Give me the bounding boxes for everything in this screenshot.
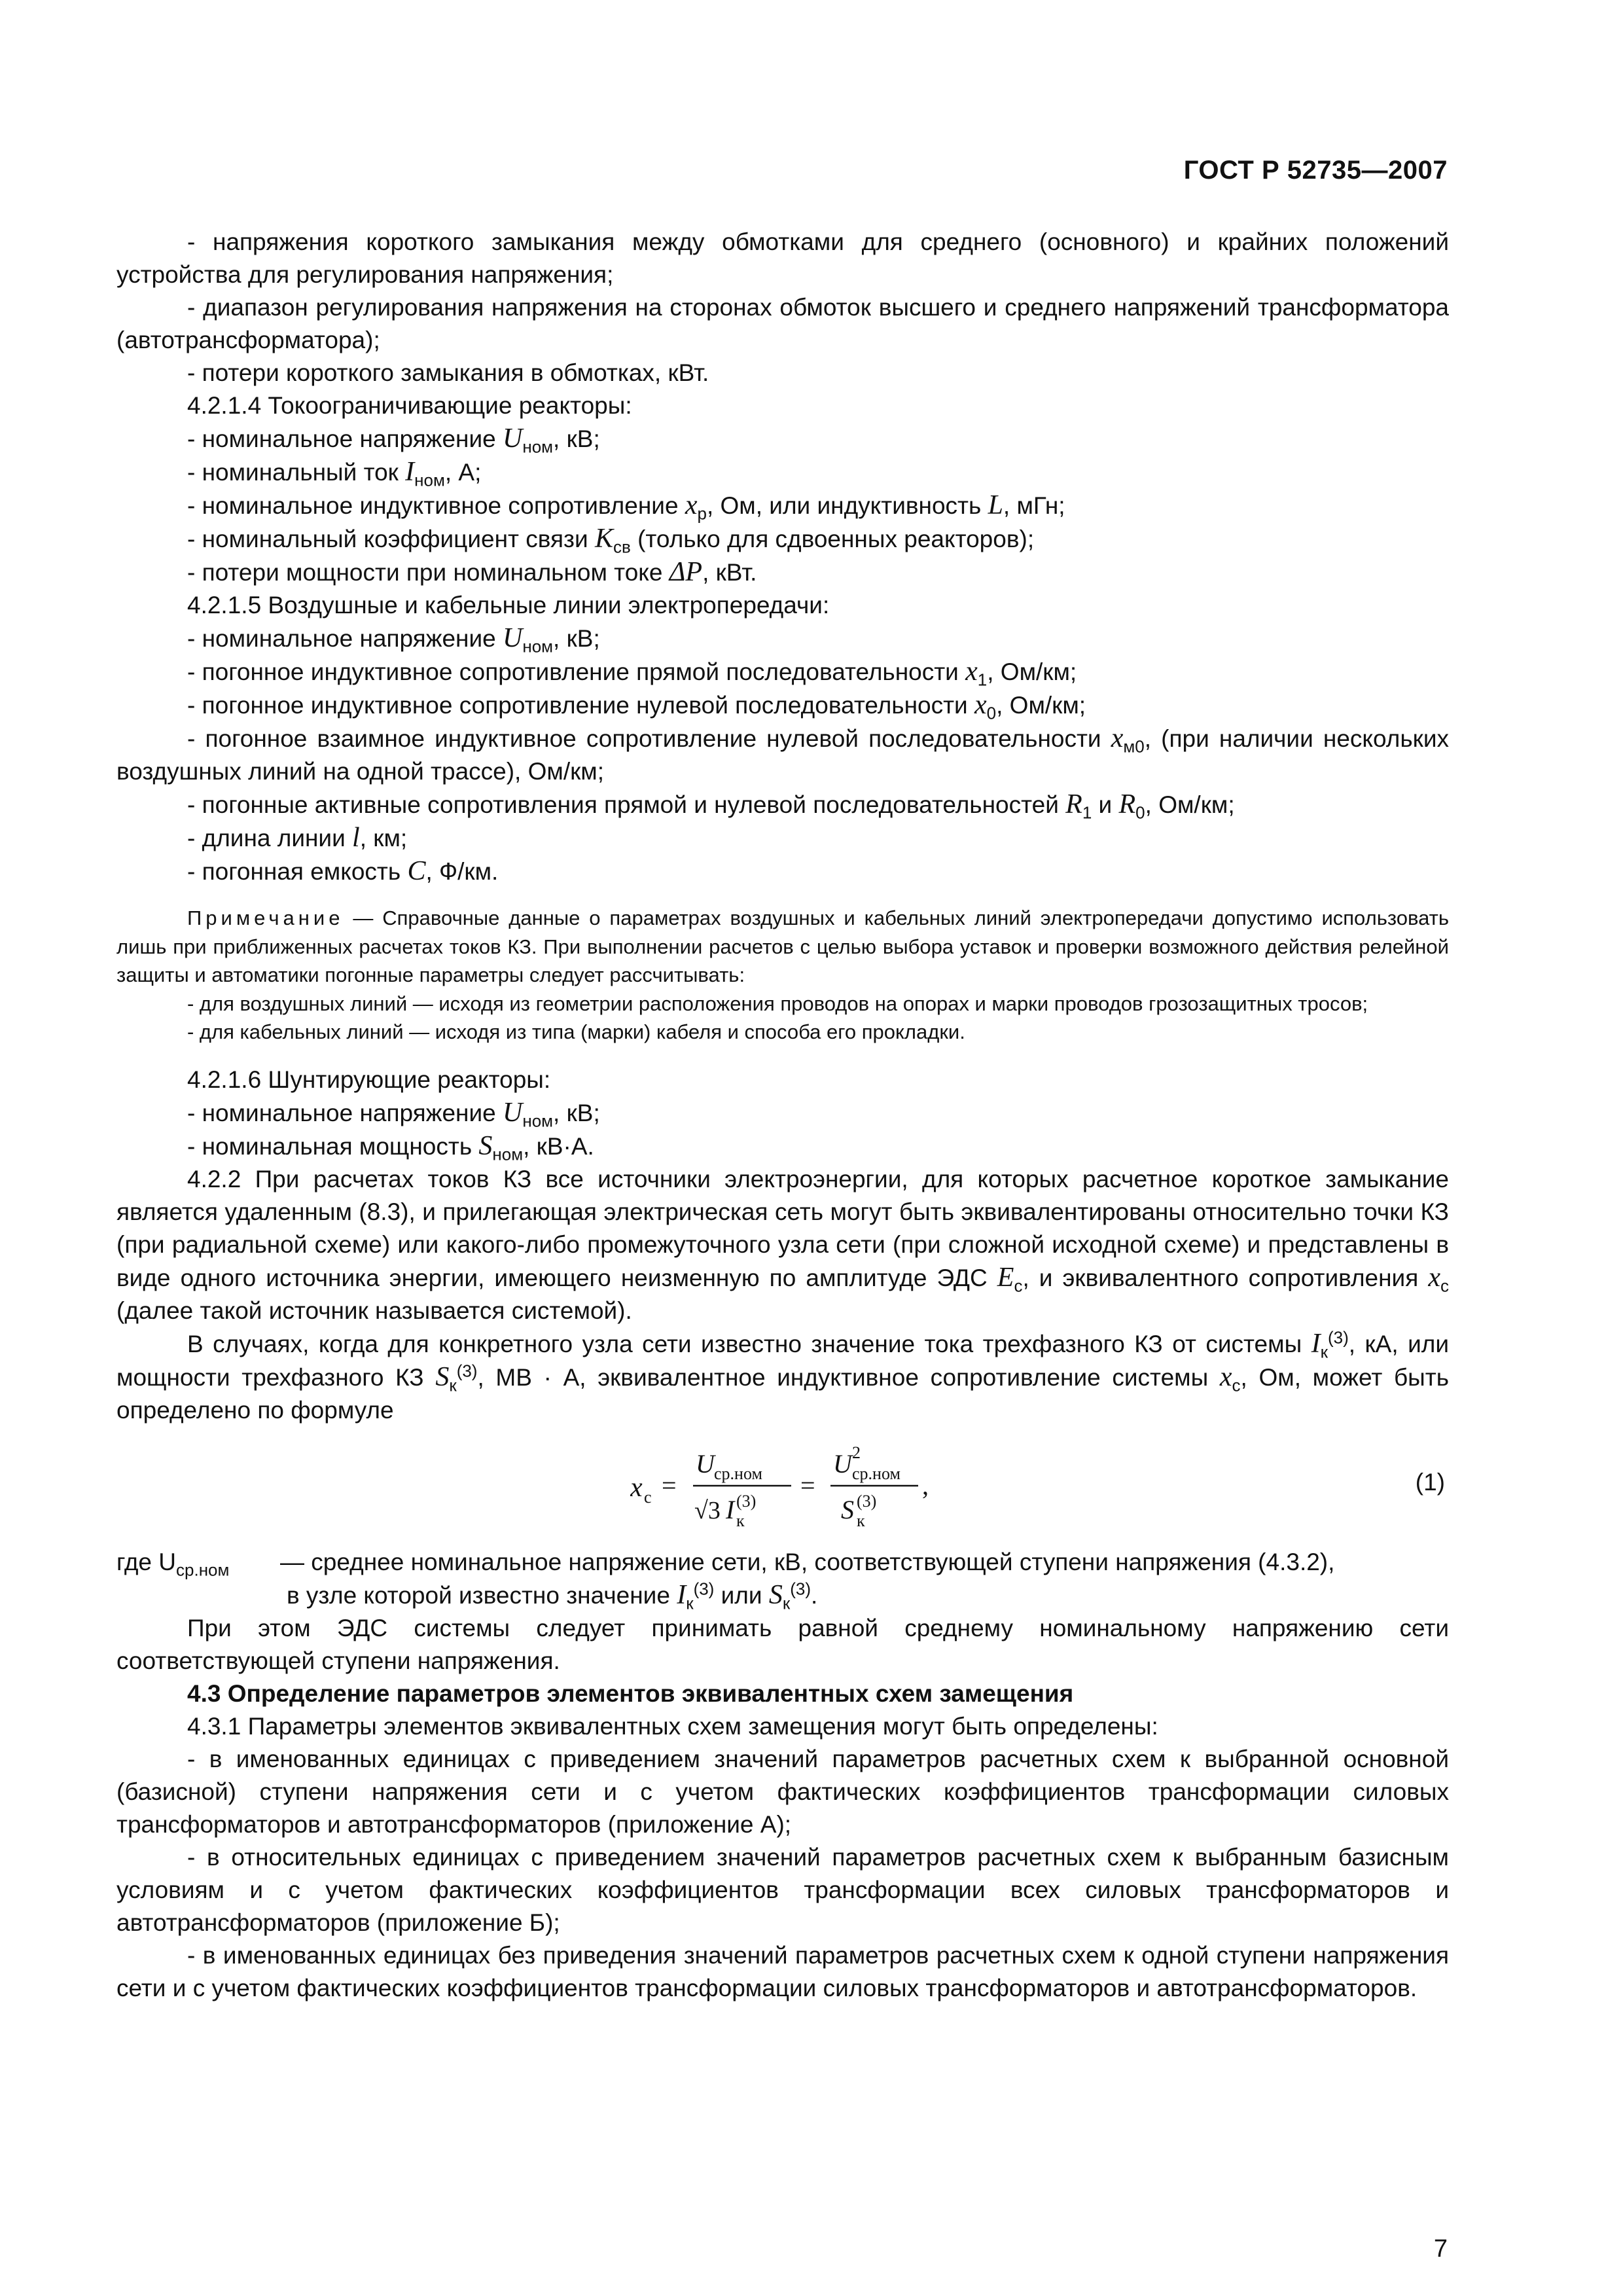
paragraph-cases: В случаях, когда для конкретного узла сети известно значение тока трехфазного КЗ от системы $I_к^{(3)}$, кА, или мощности трехфазного КЗ $S_к^{(3)}$, МВ · А, эквивалентное индуктивное сопротивление системы $x_с$, Ом, может быть определено по формуле	[116, 1327, 1449, 1424]
formula-sub-c: с	[644, 1487, 652, 1507]
page-content	[116, 226, 1449, 2005]
page-number: 7	[1433, 2235, 1448, 2263]
formula-I: I	[726, 1494, 735, 1524]
section-heading-4215: 4.2.1.5 Воздушные и кабельные линии электропередачи:	[187, 592, 830, 619]
section-heading-43: 4.3 Определение параметров элементов эквивалентных схем замещения	[187, 1679, 1074, 1707]
list-item: - номинальный ток $I_{ном}$, А;	[187, 457, 482, 490]
list-item: - номинальный коэффициент связи $K_{св}$ (только для сдвоенных реакторов);	[187, 524, 1035, 557]
list-item: - погонная емкость C, Ф/км.	[187, 856, 499, 886]
document-header: ГОСТ Р 52735—2007	[1183, 156, 1448, 185]
note-list-item: - для воздушных линий — исходя из геометрии расположения проводов на опорах и марки проводов грозозащитных тросов;	[187, 992, 1368, 1015]
formula-S: S	[841, 1494, 854, 1524]
list-item: - номинальное напряжение $U_{ном}$, кВ;	[187, 1097, 600, 1130]
list-item: - номинальное напряжение $U_{ном}$, кВ;	[187, 423, 600, 457]
list-item: - диапазон регулирования напряжения на сторонах обмоток высшего и среднего напряжений трансформатора (автотрансформатора);	[116, 294, 1449, 353]
list-item: - напряжения короткого замыкания между обмотками для среднего (основного) и крайних положений устройства для регулирования напряжения;	[116, 228, 1449, 288]
list-item: - в именованных единицах с приведением значений параметров расчетных схем к выбранной основной (базисной) ступени напряжения сети и с учетом фактических коэффициентов трансформации силовых трансформаторов и автотрансформаторов (приложение А);	[116, 1745, 1449, 1838]
formula-U-num: U	[696, 1448, 715, 1479]
where-clause-cont: в узле которой известно значение $I_к^{(3)}$ или $S_к^{(3)}$.	[287, 1579, 818, 1613]
note-list-item: - для кабельных линий — исходя из типа (марки) кабеля и способа его прокладки.	[187, 1020, 965, 1043]
paragraph-431: 4.3.1 Параметры элементов эквивалентных схем замещения могут быть определены:	[187, 1712, 1158, 1740]
list-item: - погонное индуктивное сопротивление нулевой последовательности $x_0$, Ом/км;	[187, 690, 1086, 723]
formula-sub-srnom-2: ср.ном	[852, 1463, 901, 1483]
note-block	[116, 904, 1449, 1047]
list-item: - номинальная мощность $S_{ном}$, кВ·А.	[187, 1130, 594, 1164]
formula-sup-3: (3)	[736, 1491, 757, 1511]
note-label: Примечание	[187, 906, 344, 929]
list-item: - длина линии l, км;	[187, 823, 408, 853]
list-item: - номинальное индуктивное сопротивление $x_р$, Ом, или индуктивность L, мГн;	[187, 490, 1065, 524]
formula-sub-k: к	[736, 1511, 745, 1530]
list-item: - в относительных единицах с приведением значений параметров расчетных схем к выбранным базисным условиям и с учетом фактических коэффициентов трансформации всех силовых трансформаторов и автотрансформаторов (приложение Б);	[116, 1843, 1449, 1936]
formula-eq-2: =	[800, 1470, 815, 1500]
list-item: - погонное взаимное индуктивное сопротивление нулевой последовательности $x_{м0}$, (при наличии нескольких воздушных линий на одной трассе), Ом/км;	[116, 723, 1450, 785]
where-clause: где $U_{ср.ном}$ — среднее номинальное напряжение сети, кВ, соответствующей ступени напряжения (4.3.2),	[116, 1548, 1335, 1579]
formula-sqrt3: √3	[694, 1496, 721, 1524]
list-item: - погонные активные сопротивления прямой и нулевой последовательностей $R_1$ и $R_0$, Ом/км;	[187, 789, 1235, 823]
list-item: - потери короткого замыкания в обмотках, кВт.	[187, 359, 709, 386]
formula-U2: U	[833, 1448, 852, 1479]
formula-sup-3-2: (3)	[857, 1491, 877, 1511]
formula-sup-2: 2	[852, 1443, 861, 1462]
formula-1	[116, 1433, 1449, 1537]
section-heading-4216: 4.2.1.6 Шунтирующие реакторы:	[187, 1066, 551, 1093]
paragraph-422: 4.2.2 При расчетах токов КЗ все источники электроэнергии, для которых расчетное короткое замыкание является удаленным (8.3), и прилегающая электрическая сеть могут быть эквивалентированы относительно точки КЗ (при радиальной схеме) или какого-либо промежуточного узла сети (при сложной исходной схеме) и представлены в виде одного источника энергии, имеющего неизменную по амплитуде ЭДС $E_с$, и эквивалентного сопротивления $x_с$ (далее такой источник называется системой).	[116, 1165, 1449, 1324]
paragraph-emf: При этом ЭДС системы следует принимать равной среднему номинальному напряжению сети соответствующей ступени напряжения.	[116, 1614, 1449, 1674]
list-item: - в именованных единицах без приведения значений параметров расчетных схем к одной ступени напряжения сети и с учетом фактических коэффициентов трансформации силовых трансформаторов и автотрансформаторов.	[116, 1941, 1449, 2001]
formula-number: (1)	[1415, 1468, 1445, 1496]
list-item: - номинальное напряжение $U_{ном}$, кВ;	[187, 623, 600, 656]
section-heading-4214: 4.2.1.4 Токоограничивающие реакторы:	[187, 392, 632, 419]
note-text: Примечание — Справочные данные о параметрах воздушных и кабельных линий электропередачи допустимо использовать лишь при приближенных расчетах токов КЗ. При выполнении расчетов с целью выбора уставок и проверки возможного действия релейной защиты и автоматики погонные параметры следует рассчитывать:	[116, 906, 1449, 986]
list-item: - потери мощности при номинальном токе ΔP, кВт.	[187, 557, 757, 587]
formula-eq-1: =	[662, 1470, 677, 1500]
list-item: - погонное индуктивное сопротивление прямой последовательности $x_1$, Ом/км;	[187, 656, 1077, 690]
formula-comma: ,	[922, 1470, 929, 1500]
formula-x: x	[630, 1472, 643, 1503]
formula-sub-srnom: ср.ном	[714, 1463, 762, 1483]
formula-graphic	[630, 1433, 1049, 1537]
formula-sub-k-2: к	[857, 1511, 865, 1530]
